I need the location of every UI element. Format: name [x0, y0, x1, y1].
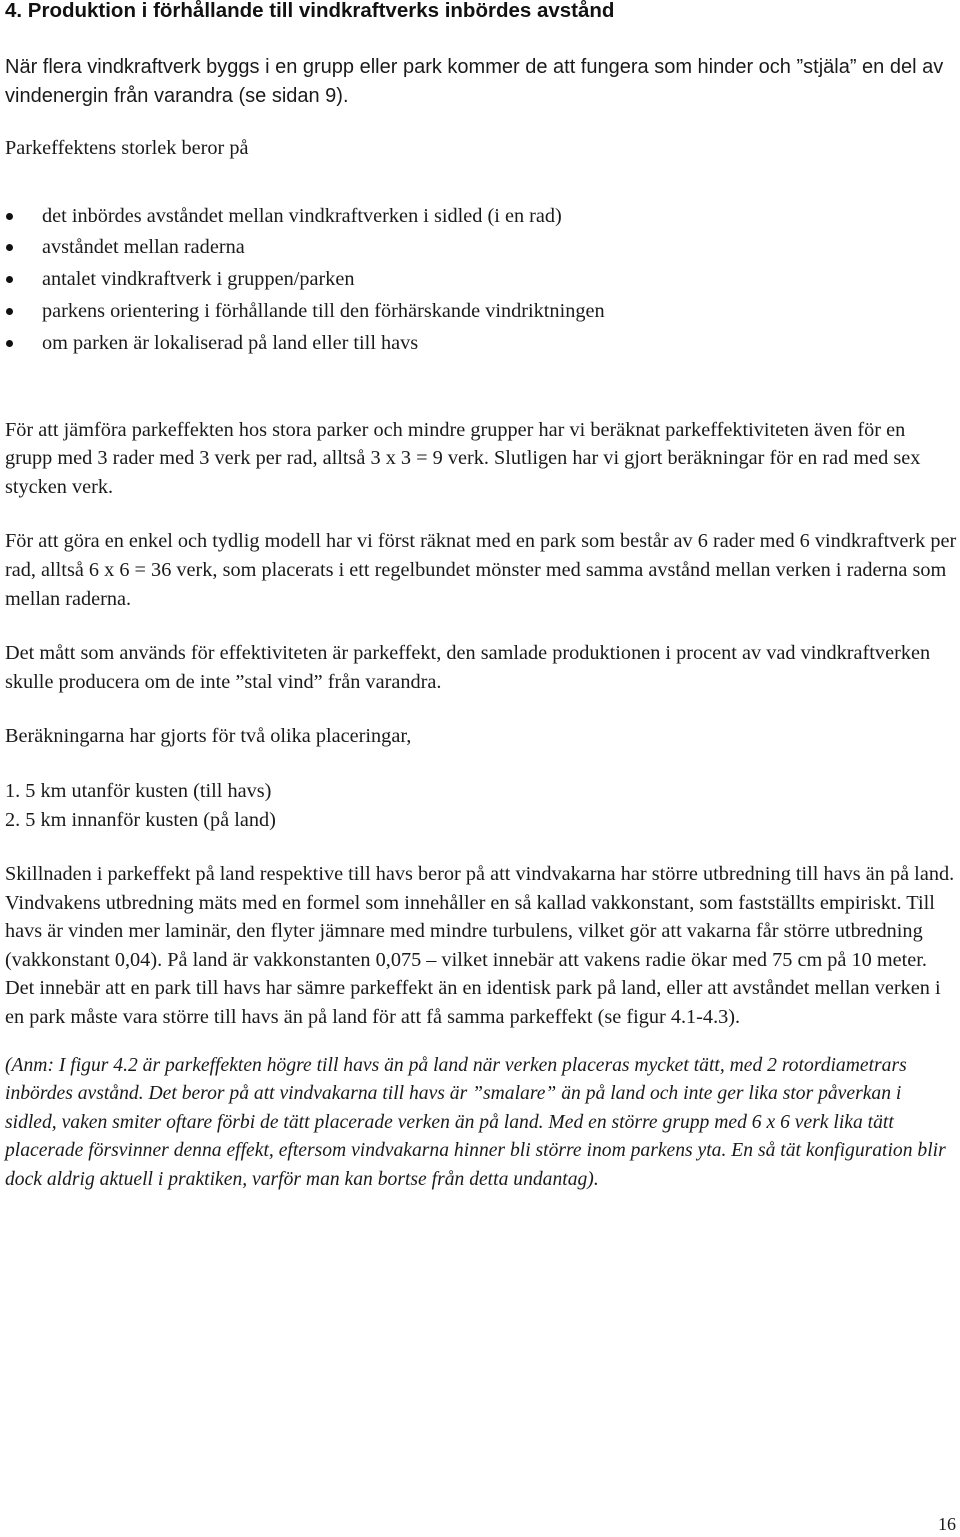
placement-item: 1. 5 km utanför kusten (till havs) [5, 779, 272, 802]
placement-list [5, 777, 957, 834]
bullet-icon [6, 308, 13, 315]
page-number: 16 [938, 1514, 956, 1534]
list-item [5, 328, 957, 360]
note-paragraph: (Anm: I figur 4.2 är parkeffekten högre till havs än på land när verken placeras mycket tätt, med 2 rotordiametrars inbördes avstånd. Det beror på att vindvakarna till havs är ”smalare” än på land och inte ger lika stor påverkan i sidled, vaken smiter oftare förbi de tätt placerade verken än på land. Med en större grupp med 6 x 6 verk lika tätt placerade försvinner denna effekt, eftersom vindvakarna hinner bli större inom parkens yta. En så tät konfiguration blir dock aldrig aktuell i praktiken, varför man kan bortse från detta undantag). [5, 1054, 946, 1190]
list-item-text: avståndet mellan raderna [42, 236, 245, 259]
bullet-icon [6, 340, 13, 347]
factor-list [5, 201, 957, 360]
measure-paragraph: Det mått som används för effektiviteten är parkeffekt, den samlade produktionen i procent av vad vindkraftverken skulle producera om de inte ”stal vind” från varandra. [5, 642, 931, 693]
list-item-text: parkens orientering i förhållande till den förhärskande vindriktningen [42, 299, 605, 322]
list-item [5, 232, 957, 264]
placement-item: 2. 5 km innanför kusten (på land) [5, 808, 276, 831]
lead-sentence: Parkeffektens storlek beror på [5, 137, 249, 159]
bullet-icon [6, 213, 13, 220]
list-item [5, 264, 957, 296]
list-item [5, 201, 957, 233]
list-item-text: om parken är lokaliserad på land eller till havs [42, 331, 419, 354]
bullet-icon [6, 244, 13, 251]
difference-paragraph: Skillnaden i parkeffekt på land respektive till havs beror på att vindvakarna har större utbredning till havs än på land. Vindvakens utbredning mäts med en formel som innehåller en så kallad vakkonstant, som fastställts empiriskt. Till havs är vinden mer laminär, den flyter jämnare med mindre turbulens, vilket gör att vakarna får större utbredning (vakkonstant 0,04). På land är vakkonstanten 0,075 – vilket innebär att vakens radie ökar med 75 cm på 10 meter. Det innebär att en park till havs har sämre parkeffekt än en identisk park på land, eller att avståndet mellan verken i en park måste vara större till havs än på land för att få samma parkeffekt (se figur 4.1-4.3). [5, 863, 955, 1029]
body-text [5, 134, 957, 1194]
bullet-icon [6, 276, 13, 283]
model-paragraph: För att göra en enkel och tydlig modell har vi först räknat med en park som består av 6 rader med 6 vindkraftverk per rad, alltså 6 x 6 = 36 verk, som placerats i ett regelbundet mönster med samma avstånd mellan verken i raderna som mellan raderna. [5, 530, 957, 610]
list-item [5, 296, 957, 328]
list-item-text: antalet vindkraftverk i gruppen/parken [42, 268, 355, 291]
list-item-text: det inbördes avståndet mellan vindkraftverken i sidled (i en rad) [42, 204, 562, 227]
section-heading: 4. Produktion i förhållande till vindkraftverks inbördes avstånd [5, 0, 615, 22]
placements-intro: Beräkningarna har gjorts för två olika placeringar, [5, 725, 412, 748]
comparison-paragraph: För att jämföra parkeffekten hos stora parker och mindre grupper har vi beräknat parkeffektiviteten även för en grupp med 3 rader med 3 verk per rad, alltså 3 x 3 = 9 verk. Slutligen har vi gjort beräkningar för en rad med sex stycken verk. [5, 418, 921, 498]
intro-paragraph: När flera vindkraftverk byggs i en grupp eller park kommer de att fungera som hinder och ”stjäla” en del av vindenergin från varandra (se sidan 9). [5, 56, 944, 107]
